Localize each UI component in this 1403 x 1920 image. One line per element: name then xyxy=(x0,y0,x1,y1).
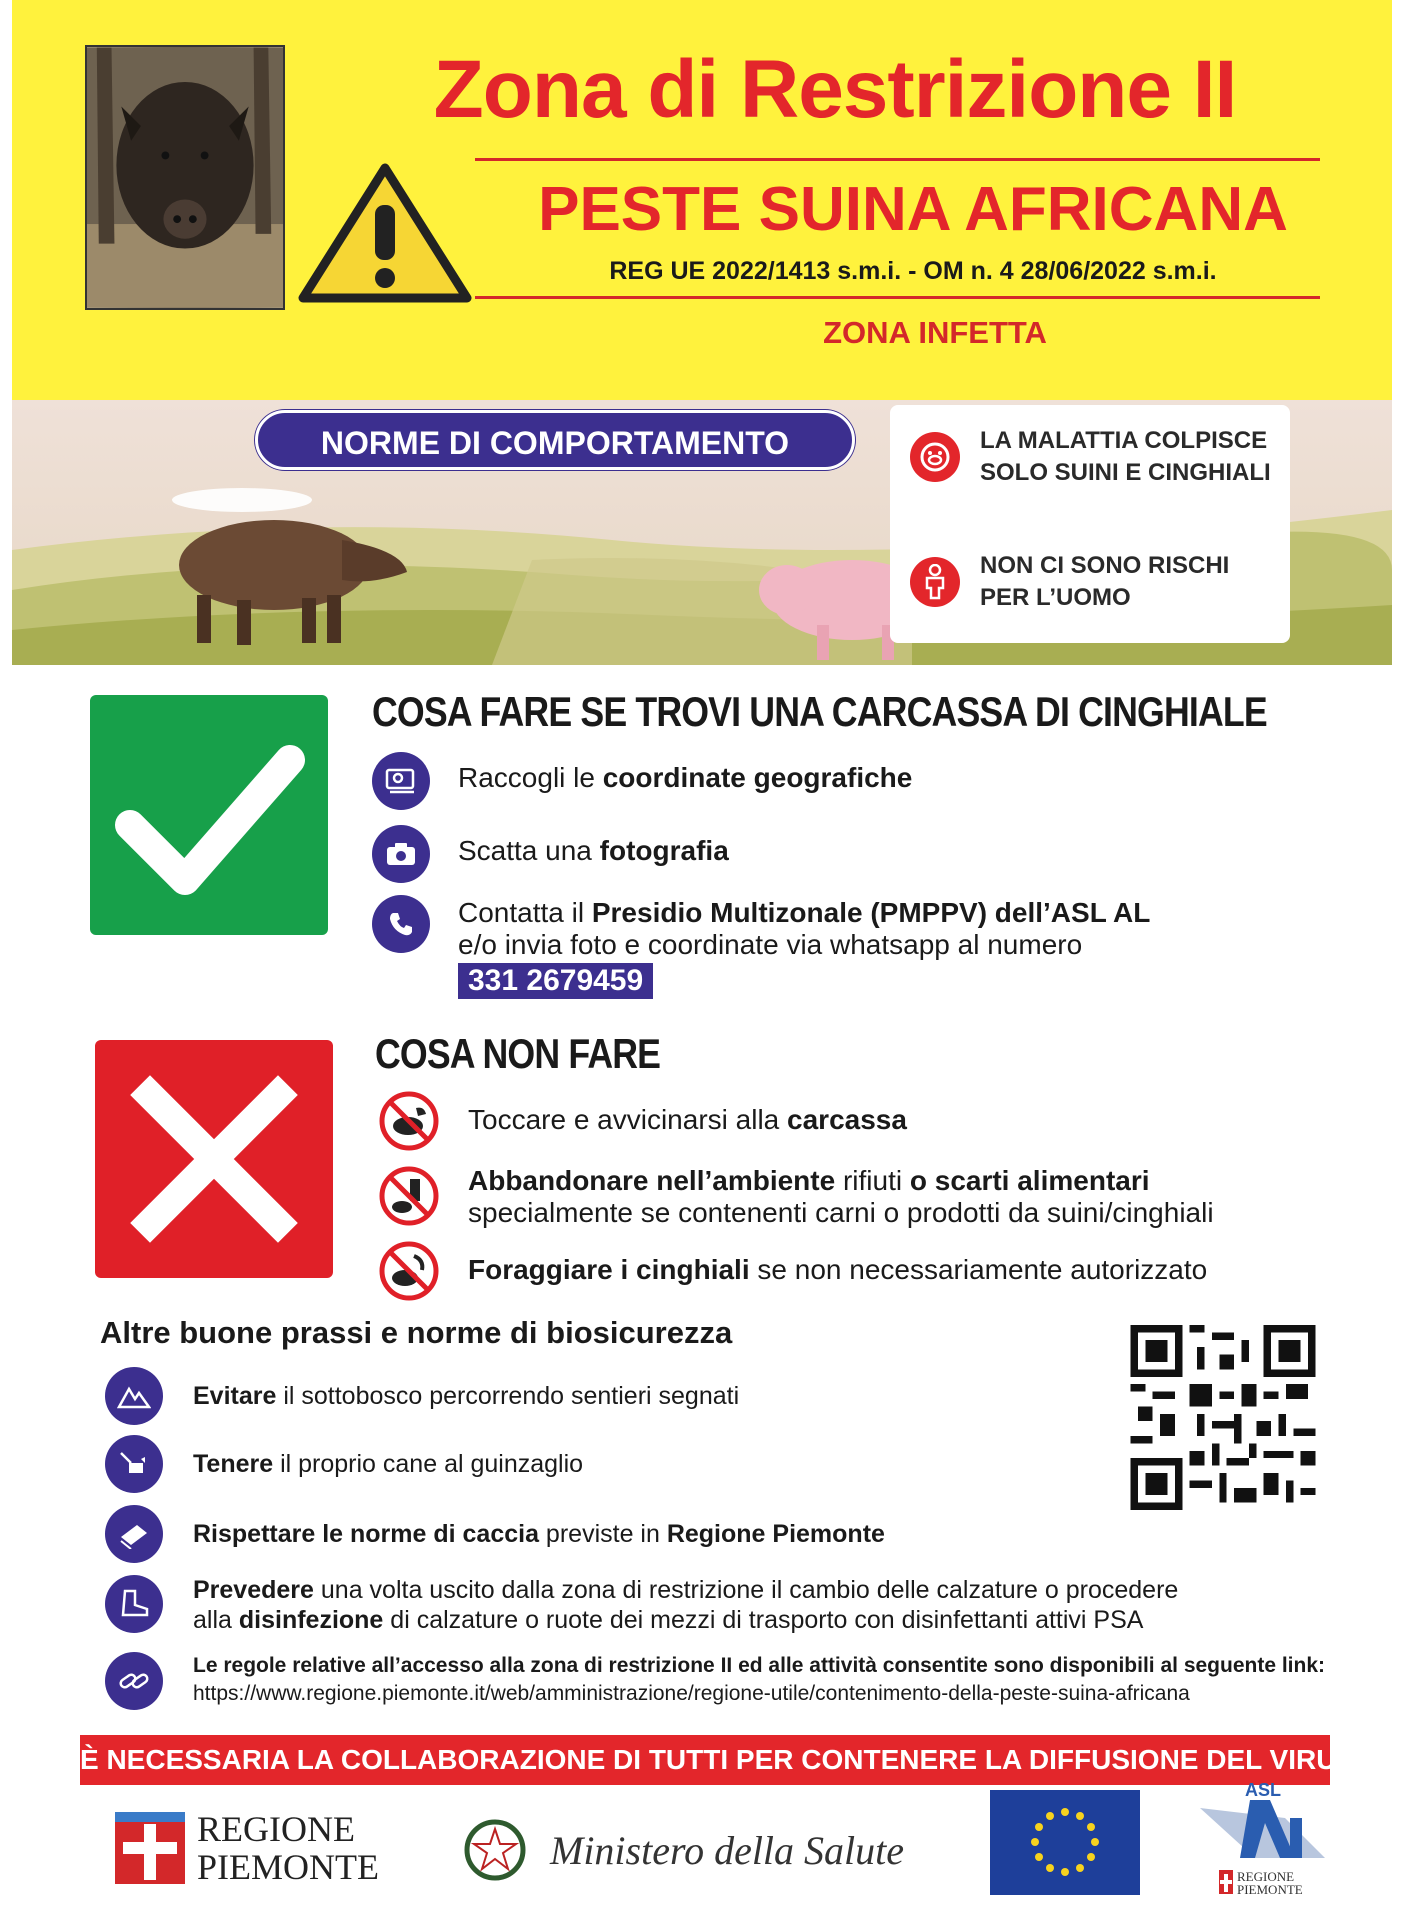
link-icon xyxy=(105,1652,163,1710)
map-pin-icon xyxy=(372,752,430,810)
avoid-text-bold: Evitare xyxy=(193,1382,277,1410)
list-item xyxy=(378,1090,907,1152)
pig-icon xyxy=(910,432,960,482)
photo-text: Scatta una xyxy=(458,835,600,866)
abandon-detail-text: specialmente se contenenti carni o prodotti da suini/cinghiali xyxy=(468,1197,1214,1228)
page-title: Zona di Restrizione II xyxy=(433,44,1237,135)
link-description: Le regole relative all’accesso alla zona di restrizione II ed alle attività consentite sono disponibili al seguente link: xyxy=(193,1654,1326,1677)
regulation-reference: REG UE 2022/1413 s.m.i. - OM n. 4 28/06/2022 s.m.i. xyxy=(609,257,1217,285)
boot-icon xyxy=(105,1575,163,1633)
warning-icon xyxy=(295,160,475,305)
info-item-human-risk xyxy=(910,550,1280,614)
phone-number: 331 2679459 xyxy=(458,963,653,999)
zone-label: ZONA INFETTA xyxy=(823,315,1047,350)
camera-icon xyxy=(372,825,430,883)
disinfection-text-bold: disinfezione xyxy=(238,1606,384,1634)
feeding-text-bold: Foraggiare i cinghiali xyxy=(468,1254,750,1285)
phone-icon xyxy=(372,895,430,953)
asl-piemonte-shield-icon xyxy=(1219,1870,1233,1894)
hunting-text: previste in xyxy=(538,1520,667,1548)
ministero-text: Ministero della Salute xyxy=(550,1827,905,1873)
boar-photo xyxy=(85,45,285,310)
no-touch-boar-icon xyxy=(378,1090,440,1152)
whatsapp-text: e/o invia foto e coordinate via whatsapp al numero xyxy=(458,929,1083,960)
contact-text: Contatta il xyxy=(458,897,592,928)
what-not-to-do-title: COSA NON FARE xyxy=(375,1030,661,1077)
list-item xyxy=(105,1435,583,1493)
asl-label: ASL xyxy=(1245,1780,1281,1800)
hunting-book-icon xyxy=(105,1505,163,1563)
disease-title: PESTE SUINA AFRICANA xyxy=(538,175,1288,244)
list-item xyxy=(105,1652,1325,1710)
footwear-text: una volta uscito dalla zona di restrizione il cambio delle calzature o procedere xyxy=(313,1576,1179,1604)
list-item xyxy=(378,1165,1214,1229)
disinfection-text-pre: alla xyxy=(193,1606,239,1634)
contact-text-bold: Presidio Multizonale (PMPPV) dell’ASL AL xyxy=(591,897,1151,928)
what-to-do-title: COSA FARE SE TROVI UNA CARCASSA DI CINGHIALE xyxy=(372,688,1267,735)
asl-al-logo xyxy=(1195,1778,1335,1898)
abandon-text: rifiuti xyxy=(835,1165,910,1196)
person-icon xyxy=(910,557,960,607)
info-text-disease: LA MALATTIA COLPISCE SOLO SUINI E CINGHIALI xyxy=(980,427,1271,486)
italian-emblem-icon xyxy=(460,1815,530,1885)
list-item xyxy=(372,825,729,883)
dog-leash-icon xyxy=(105,1435,163,1493)
list-item xyxy=(378,1240,1207,1302)
check-icon xyxy=(90,695,328,935)
list-item xyxy=(105,1575,1178,1635)
regione-line-1: REGIONE xyxy=(197,1808,355,1849)
photo-text-bold: fotografia xyxy=(599,835,729,866)
leash-text: il proprio cane al guinzaglio xyxy=(273,1450,584,1478)
no-touch-text-bold: carcassa xyxy=(787,1104,907,1135)
list-item xyxy=(105,1367,739,1425)
feeding-text: se non necessariamente autorizzato xyxy=(749,1254,1208,1285)
abandon-text-bold: Abbandonare nell’ambiente xyxy=(468,1165,836,1196)
info-text-human-risk: NON CI SONO RISCHI PER L’UOMO xyxy=(980,552,1230,611)
subtitle-divider xyxy=(475,296,1320,299)
no-food-waste-icon xyxy=(378,1165,440,1227)
coordinates-text: Raccogli le xyxy=(458,762,603,793)
list-item xyxy=(372,895,1150,999)
avoid-text: il sottobosco percorrendo sentieri segnati xyxy=(276,1382,740,1410)
regione-line-2: PIEMONTE xyxy=(197,1846,379,1887)
piemonte-shield-icon xyxy=(115,1812,185,1884)
footwear-text-bold: Prevedere xyxy=(193,1576,314,1604)
x-icon xyxy=(95,1040,333,1278)
asl-region-line-2: PIEMONTE xyxy=(1237,1882,1303,1897)
title-divider xyxy=(475,158,1320,161)
leash-text-bold: Tenere xyxy=(193,1450,274,1478)
hunting-region-bold: Regione Piemonte xyxy=(666,1520,885,1548)
regione-link[interactable]: https://www.regione.piemonte.it/web/amministrazione/regione-utile/contenimento-della-peste-suina-africana xyxy=(193,1682,1190,1705)
trail-icon xyxy=(105,1367,163,1425)
no-touch-text: Toccare e avvicinarsi alla xyxy=(468,1104,788,1135)
behavior-rules-label: NORME DI COMPORTAMENTO xyxy=(255,410,855,470)
asl-region-line-1: REGIONE xyxy=(1237,1869,1295,1884)
list-item xyxy=(105,1505,885,1563)
no-feeding-icon xyxy=(378,1240,440,1302)
info-item-disease xyxy=(910,425,1280,489)
abandon-text-bold-2: o scarti alimentari xyxy=(909,1165,1150,1196)
list-item xyxy=(372,752,912,810)
info-box xyxy=(890,405,1290,643)
disinfection-text: di calzature o ruote dei mezzi di trasporto con disinfettanti attivi PSA xyxy=(383,1606,1144,1634)
eu-flag-icon xyxy=(990,1790,1140,1895)
hunting-text-bold: Rispettare le norme di caccia xyxy=(193,1520,539,1548)
biosecurity-title: Altre buone prassi e norme di biosicurezza xyxy=(100,1315,733,1350)
ministero-salute-logo xyxy=(460,1805,940,1895)
collaboration-banner: È NECESSARIA LA COLLABORAZIONE DI TUTTI PER CONTENERE LA DIFFUSIONE DEL VIRUS xyxy=(80,1735,1330,1785)
regione-piemonte-logo xyxy=(115,1810,395,1885)
qr-code[interactable] xyxy=(1128,1325,1318,1510)
coordinates-text-bold: coordinate geografiche xyxy=(602,762,913,793)
